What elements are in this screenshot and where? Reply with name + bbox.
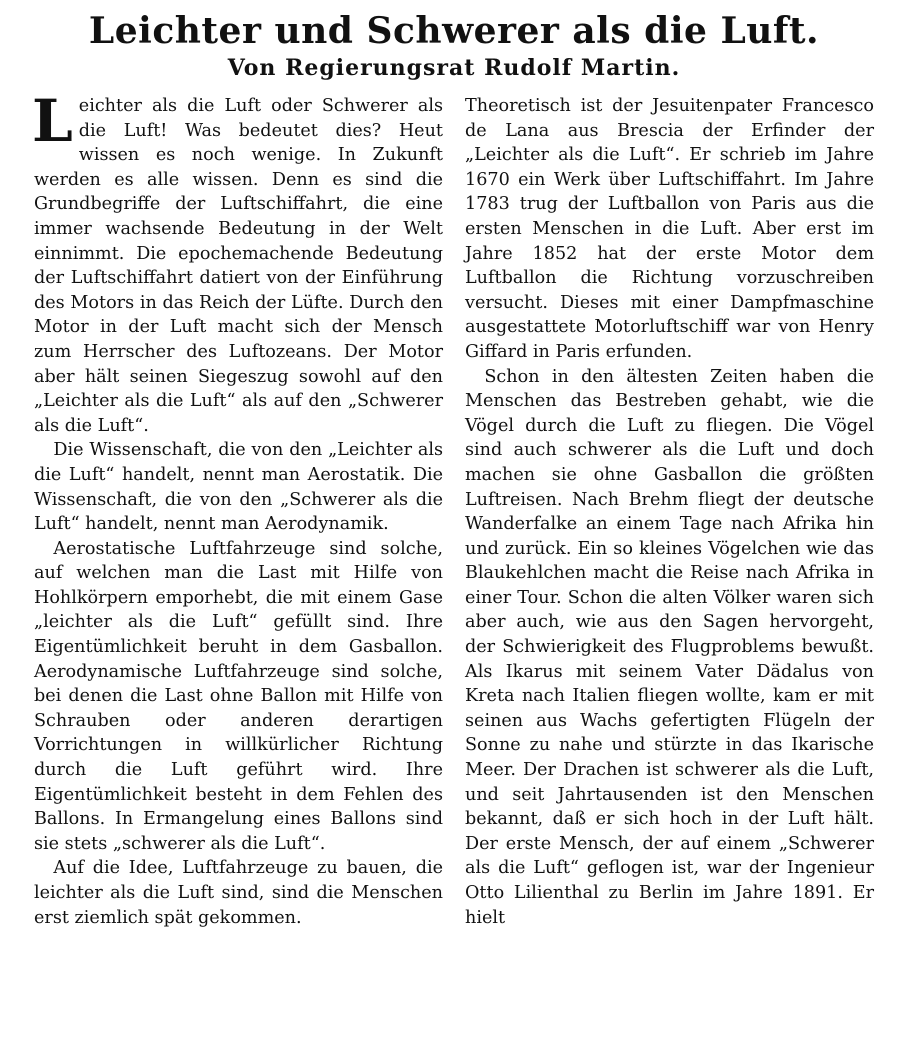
column-right xyxy=(465,94,874,930)
paragraph: Auf die Idee, Luftfahrzeuge zu bauen, die leichter als die Luft sind, sind die Menschen erst ziemlich spät gekommen. xyxy=(34,858,443,928)
paragraph-text: eichter als die Luft oder Schwerer als die Luft! Was bedeutet dies? Heut wissen es noch wenige. In Zukunft werden es alle wissen. Denn es sind die Grundbegriffe der Luftschiffahrt, die eine immer wachsende Bedeutung in der Welt einnimmt. Die epochemachende Bedeutung der Luftschiffahrt datiert von der Einführung des Motors in das Reich der Lüfte. Durch den Motor in der Luft macht sich der Mensch zum Herrscher des Luftozeans. Der Motor aber hält seinen Siegeszug sowohl auf den „Leichter als die Luft“ als auf den „Schwerer als die Luft“. xyxy=(34,96,443,436)
article-columns xyxy=(32,87,874,930)
paragraph xyxy=(32,87,443,438)
drop-cap: L xyxy=(32,87,73,155)
article-byline: Von Regierungsrat Rudolf Martin. xyxy=(227,55,681,81)
article-title: Leichter und Schwerer als die Luft. xyxy=(88,10,820,52)
paragraph: Schon in den ältesten Zeiten haben die Menschen das Bestreben gehabt, wie die Vögel durch die Luft zu fliegen. Die Vögel sind auch schwerer als die Luft und doch machen sie ohne Gasballon die größten Luftreisen. Nach Brehm fliegt der deutsche Wanderfalke an einem Tage nach Afrika hin und zurück. Ein so kleines Vögelchen wie das Blaukehlchen macht die Reise nach Afrika in einer Tour. Schon die alten Völker waren sich aber auch, wie aus den Sagen hervorgeht, der Schwierigkeit des Flugproblems bewußt. Als Ikarus mit seinem Vater Dädalus von Kreta nach Italien fliegen wollte, kam er mit seinen aus Wachs gefertigten Flügeln der Sonne zu nahe und stürzte in das Ikarische Meer. Der Drachen ist schwerer als die Luft, und seit Jahrtausenden ist den Menschen bekannt, daß er sich hoch in der Luft hält. Der erste Mensch, der auf einem „Schwerer als die Luft“ geflogen ist, war der Ingenieur Otto Lilienthal zu Berlin im Jahre 1891. Er hielt xyxy=(465,366,874,928)
column-left xyxy=(32,87,443,930)
paragraph: Die Wissenschaft, die von den „Leichter als die Luft“ handelt, nennt man Aerostatik. Die Wissenschaft, die von den „Schwerer als die Luft“ handelt, nennt man Aerodynamik. xyxy=(34,440,443,535)
paragraph: Theoretisch ist der Jesuitenpater Francesco de Lana aus Brescia der Erfinder der „Leichter als die Luft“. Er schrieb im Jahre 1670 ein Werk über Luftschiffahrt. Im Jahre 1783 trug der Luftballon von Paris aus die ersten Menschen in die Luft. Aber erst im Jahre 1852 hat der erste Motor dem Luftballon die Richtung vorzuschreiben versucht. Dieses mit einer Dampfmaschine ausgestattete Motorluftschiff war von Henry Giffard in Paris erfunden. xyxy=(465,96,874,362)
paragraph: Aerostatische Luftfahrzeuge sind solche, auf welchen man die Last mit Hilfe von Hohlkörpern emporhebt, die mit einem Gase „leichter als die Luft“ gefüllt sind. Ihre Eigentümlichkeit beruht in dem Gasballon. Aerodynamische Luftfahrzeuge sind solche, bei denen die Last ohne Ballon mit Hilfe von Schrauben oder anderen derartigen Vorrichtungen in willkürlicher Richtung durch die Luft geführt wird. Ihre Eigentümlichkeit besteht in dem Fehlen des Ballons. In Ermangelung eines Ballons sind sie stets „schwerer als die Luft“. xyxy=(34,538,443,854)
